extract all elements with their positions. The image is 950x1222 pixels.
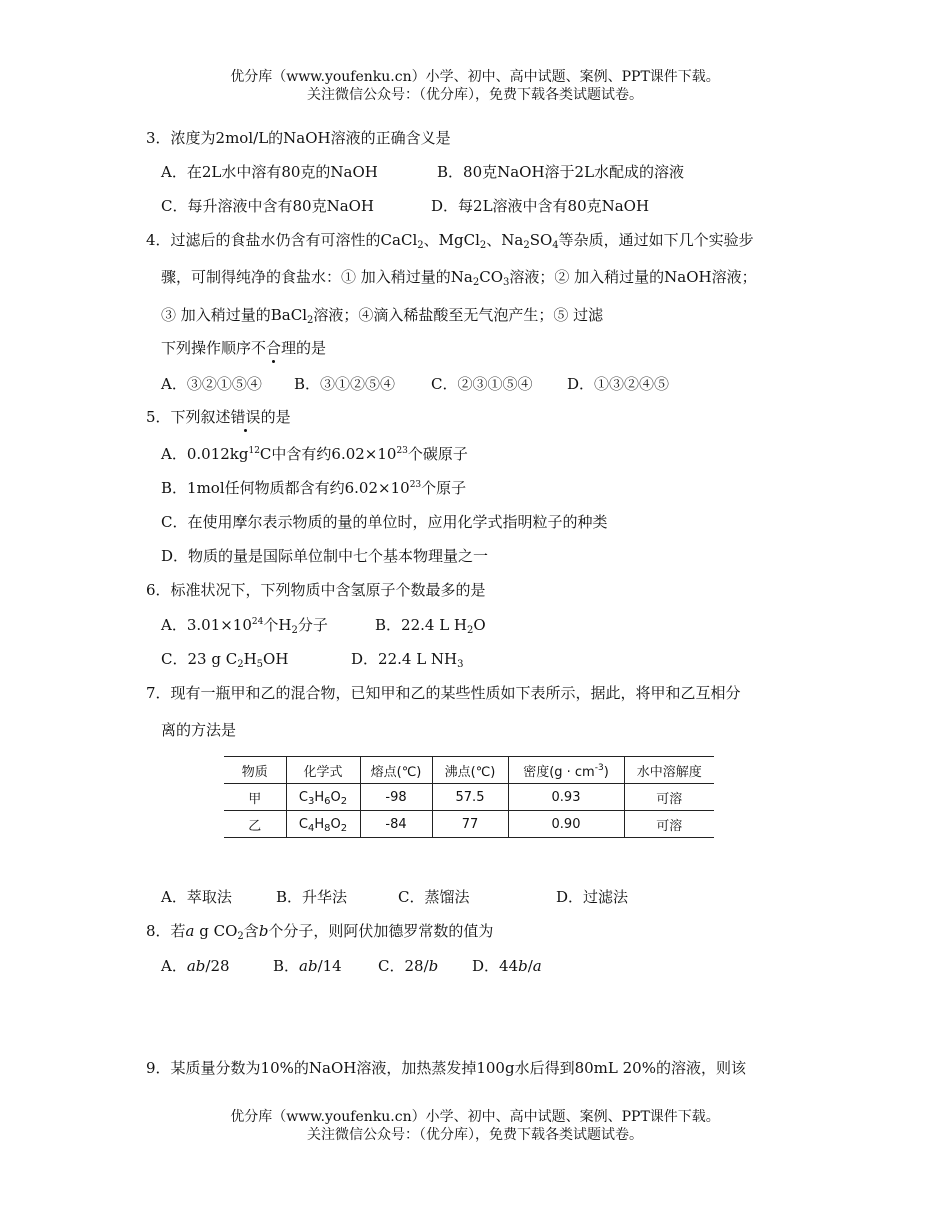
q3-stem: 3．浓度为2mol/L的NaOH溶液的正确含义是 <box>146 129 451 147</box>
q4-stem-line-4 <box>161 338 326 358</box>
q5-text: 5．下列叙述 <box>146 408 231 426</box>
subscript: 5 <box>256 659 264 670</box>
q6-text: 个H <box>263 616 292 634</box>
q8-text: 含 <box>243 922 259 940</box>
q6-text: A．3.01×10 <box>161 616 252 634</box>
subscript: 2 <box>237 931 244 942</box>
variable: b <box>428 957 439 975</box>
header-melting-point: 熔点(℃) <box>360 757 432 784</box>
q5-text: 个碳原子 <box>407 445 468 463</box>
q8-option-c <box>378 956 438 976</box>
q4-text: 溶液；④滴入稀盐酸至无气泡产生；⑤ 过滤 <box>313 306 604 324</box>
cell-name: 甲 <box>248 791 262 807</box>
superscript: 23 <box>409 480 422 490</box>
footer-line-1: 优分库（www.youfenku.cn）小学、初中、高中试题、案例、PPT课件下载。 <box>230 1109 720 1125</box>
table-row <box>224 784 714 811</box>
subscript: 2 <box>479 240 487 251</box>
q5-text: C中含有约6.02×10 <box>259 445 397 463</box>
q6-stem: 6．标准状况下，下列物质中含氢原子个数最多的是 <box>146 581 486 599</box>
q6-text: 分子 <box>297 616 328 634</box>
subscript: 4 <box>307 822 315 834</box>
q6-text: C．23 g C <box>161 650 238 668</box>
q6-text: OH <box>263 650 289 668</box>
q4-text: 骤，可制得纯净的食盐水：① 加入稍过量的Na <box>161 268 473 286</box>
q4-option-b: B．③①②⑤④ <box>294 375 396 393</box>
q6-text: B．22.4 L H <box>375 616 467 634</box>
q3-option-c: C．每升溶液中含有80克NaOH <box>161 197 375 215</box>
q3-option-d: D．每2L溶液中含有80克NaOH <box>431 197 650 215</box>
q5-text: B．1mol任何物质都含有约6.02×10 <box>161 479 410 497</box>
q5-text: 个原子 <box>421 479 467 497</box>
properties-table <box>224 756 714 838</box>
q5-option-d: D．物质的量是国际单位制中七个基本物理量之一 <box>161 547 489 565</box>
q5-option-a <box>161 444 468 464</box>
option-text: / <box>527 957 533 975</box>
cell-solubility: 可溶 <box>624 784 714 811</box>
option-label: B． <box>273 957 300 975</box>
subscript: 4 <box>552 240 559 251</box>
option-label: D．44 <box>472 957 519 975</box>
q5-stem <box>146 407 291 427</box>
subscript: 3 <box>307 795 315 807</box>
q8-text: 个分子，则阿伏加德罗常数的值为 <box>268 922 494 940</box>
variable: ab <box>186 957 206 975</box>
q5-option-b <box>161 478 466 498</box>
cell-melting-point: -84 <box>360 811 432 838</box>
emphasis-dotted-text: 不合理 <box>251 339 297 357</box>
q4-option-c: C．②③①⑤④ <box>431 375 533 393</box>
q4-stem-line-2 <box>161 267 757 287</box>
formula-part: C <box>298 816 308 832</box>
formula-part: H <box>314 816 325 832</box>
superscript: -3 <box>594 762 604 773</box>
superscript: 24 <box>251 617 264 627</box>
cell-density: 0.90 <box>508 811 624 838</box>
emphasis-not-reasonable <box>251 339 296 357</box>
subscript: 8 <box>324 822 331 834</box>
cell-formula <box>286 784 360 811</box>
q4-text: 、Na <box>486 231 524 249</box>
q4-text: 等杂质，通过如下几个实验步 <box>558 231 754 249</box>
table-row <box>224 811 714 838</box>
q8-text: g CO <box>194 922 238 940</box>
q6-text: O <box>473 616 486 634</box>
q7-option-d: D．过滤法 <box>556 888 629 906</box>
q8-option-a <box>161 956 230 976</box>
q4-text: ③ 加入稍过量的BaCl <box>161 306 308 324</box>
subscript: 6 <box>324 795 331 807</box>
variable: b <box>518 957 528 975</box>
q8-stem <box>146 921 493 941</box>
subscript: 2 <box>472 277 480 288</box>
cell-boiling-point: 57.5 <box>432 784 508 811</box>
q8-text: 8．若 <box>146 922 186 940</box>
option-label: C．28/ <box>378 957 429 975</box>
q3-option-b: B．80克NaOH溶于2L水配成的溶液 <box>437 163 685 181</box>
header-solubility: 水中溶解度 <box>624 757 714 784</box>
superscript: 23 <box>396 446 408 456</box>
subscript: 2 <box>307 315 314 326</box>
q7-stem-line-2: 离的方法是 <box>161 721 237 739</box>
subscript: 3 <box>457 659 464 670</box>
q7-option-c: C．蒸馏法 <box>398 888 470 906</box>
q6-option-b <box>375 615 486 635</box>
formula-part: C <box>298 789 308 805</box>
q6-text: D．22.4 L NH <box>351 650 458 668</box>
cell-melting-point: -98 <box>360 784 432 811</box>
q3-option-a: A．在2L水中溶有80克的NaOH <box>161 163 378 181</box>
q9-stem: 9．某质量分数为10%的NaOH溶液，加热蒸发掉100g水后得到80mL 20%的溶液，则该 <box>146 1059 746 1077</box>
cell-density: 0.93 <box>508 784 624 811</box>
header-boiling-point: 沸点(℃) <box>432 757 508 784</box>
subscript: 2 <box>523 240 530 251</box>
table-header-row <box>224 757 714 784</box>
emphasis-dotted-text: 错误 <box>230 408 261 426</box>
header-formula: 化学式 <box>286 757 360 784</box>
q4-option-a: A．③②①⑤④ <box>161 375 262 393</box>
q4-stem-line-1 <box>146 230 754 250</box>
q4-option-d: D．①③②④⑤ <box>567 375 670 393</box>
page-footer <box>0 1108 950 1144</box>
subscript: 2 <box>340 795 348 807</box>
q6-text: H <box>243 650 257 668</box>
q4-stem-line-3 <box>161 305 603 325</box>
cell-boiling-point: 77 <box>432 811 508 838</box>
q6-option-d <box>351 649 464 669</box>
subscript: 2 <box>237 659 244 670</box>
q4-text: SO <box>529 231 553 249</box>
cell-formula <box>286 811 360 838</box>
q6-option-a <box>161 615 328 635</box>
header-line-1: 优分库（www.youfenku.cn）小学、初中、高中试题、案例、PPT课件下载。 <box>230 69 720 85</box>
subscript: 2 <box>291 625 298 636</box>
q8-option-d <box>472 956 542 976</box>
footer-line-2: 关注微信公众号：（优分库），免费下载各类试题试卷。 <box>307 1127 643 1143</box>
formula-part: H <box>314 789 325 805</box>
subscript: 2 <box>340 822 348 834</box>
q7-option-a: A．萃取法 <box>161 888 232 906</box>
variable-a: a <box>185 922 195 940</box>
option-text: /14 <box>317 957 342 975</box>
header-density <box>508 757 624 784</box>
option-label: A． <box>161 957 187 975</box>
q4-text: 、MgCl <box>423 231 480 249</box>
q4-text: CO <box>479 268 503 286</box>
cell-name: 乙 <box>248 818 262 834</box>
q4-text: 下列操作顺序 <box>161 339 252 357</box>
subscript: 2 <box>417 240 424 251</box>
q4-text: 溶液；② 加入稍过量的NaOH溶液； <box>509 268 757 286</box>
header-substance: 物质 <box>241 764 268 780</box>
page-header <box>0 68 950 104</box>
formula-part: O <box>330 816 341 832</box>
cell-solubility: 可溶 <box>624 811 714 838</box>
subscript: 2 <box>467 625 474 636</box>
variable-b: b <box>258 922 269 940</box>
q5-option-c: C．在使用摩尔表示物质的量的单位时，应用化学式指明粒子的种类 <box>161 513 608 531</box>
q7-stem-line-1: 7．现有一瓶甲和乙的混合物，已知甲和乙的某些性质如下表所示，据此，将甲和乙互相分 <box>146 684 741 702</box>
subscript: 3 <box>503 277 510 288</box>
q7-option-b: B．升华法 <box>276 888 348 906</box>
q5-text: A．0.012kg <box>161 445 249 463</box>
q5-text: 的是 <box>260 408 291 426</box>
density-label: 密度(g · cm <box>523 764 595 780</box>
formula-part: O <box>330 789 341 805</box>
option-text: /28 <box>205 957 230 975</box>
variable: ab <box>299 957 318 975</box>
q4-text: 4．过滤后的食盐水仍含有可溶性的CaCl <box>146 231 418 249</box>
q4-text: 的是 <box>296 339 327 357</box>
q6-option-c <box>161 649 288 669</box>
superscript: 12 <box>248 446 260 456</box>
q8-option-b <box>273 956 342 976</box>
header-line-2: 关注微信公众号：（优分库），免费下载各类试题试卷。 <box>307 87 643 103</box>
density-close: ) <box>603 764 609 780</box>
variable: a <box>532 957 542 975</box>
